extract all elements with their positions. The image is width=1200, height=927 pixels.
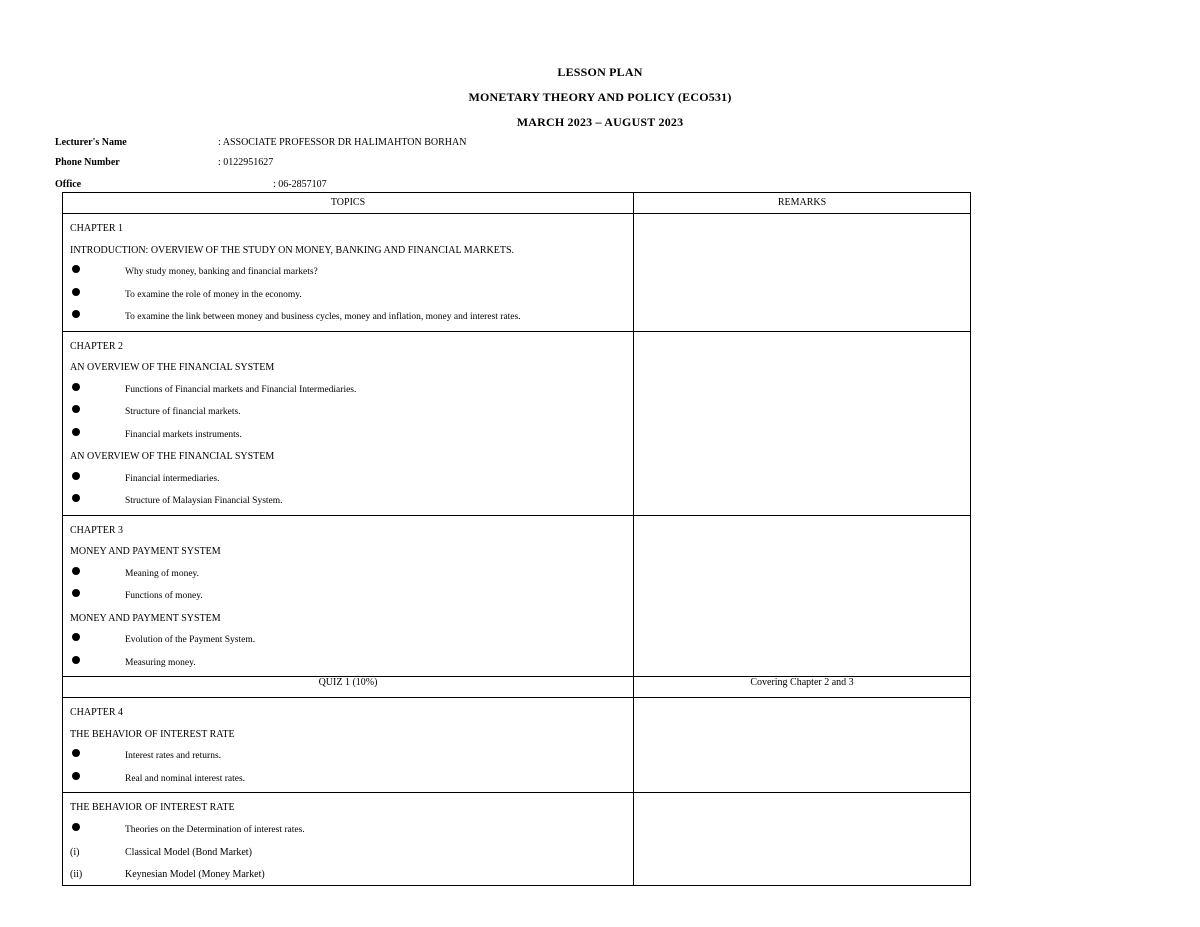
bullet-icon: [72, 823, 80, 831]
chapter-1-cell: [63, 214, 634, 332]
lesson-plan-table: [62, 192, 971, 886]
list-item: Functions of money.: [70, 585, 633, 608]
list-item: Structure of financial markets.: [70, 401, 633, 424]
document-title: LESSON PLAN: [557, 65, 643, 79]
list-item: To examine the link between money and business cycles, money and inflation, money and interest rates.: [70, 306, 633, 329]
bullet-icon: [72, 288, 80, 296]
remark-cell: [634, 793, 971, 886]
chapter-title: AN OVERVIEW OF THE FINANCIAL SYSTEM: [70, 451, 275, 462]
bullet-icon: [72, 633, 80, 641]
bullet-icon: [72, 428, 80, 436]
bullet-icon: [72, 472, 80, 480]
phone-value: : 0122951627: [218, 157, 274, 168]
table-row: [63, 698, 971, 793]
bullet-icon: [72, 494, 80, 502]
chapter-title: THE BEHAVIOR OF INTEREST RATE: [70, 728, 235, 740]
course-title: MONETARY THEORY AND POLICY (ECO531): [468, 90, 732, 104]
list-item: (ii) Keynesian Model (Money Market): [70, 868, 265, 880]
chapter-heading: CHAPTER 1: [70, 223, 124, 234]
chapter-heading: CHAPTER 2: [70, 340, 124, 352]
table-row: [63, 331, 971, 515]
list-item: Measuring money.: [70, 652, 633, 675]
list-item: (i) Classical Model (Bond Market): [70, 846, 252, 858]
table-header-row: [63, 193, 971, 214]
table-row: [63, 793, 971, 886]
remarks-header: REMARKS: [634, 193, 971, 214]
list-item: Financial intermediaries.: [70, 468, 633, 491]
list-item: Financial markets instruments.: [70, 424, 633, 447]
list-item: Functions of Financial markets and Financial Intermediaries.: [70, 379, 633, 402]
bullet-icon: [72, 310, 80, 318]
list-item: To examine the role of money in the economy.: [70, 284, 633, 307]
list-item: Evolution of the Payment System.: [70, 629, 633, 652]
chapter-title: THE BEHAVIOR OF INTEREST RATE: [70, 802, 235, 813]
lecturer-label: Lecturer's Name: [55, 137, 127, 148]
chapter-heading: CHAPTER 4: [70, 707, 124, 718]
lecturer-value: : ASSOCIATE PROFESSOR DR HALIMAHTON BORHAN: [218, 137, 467, 148]
phone-label: Phone Number: [55, 157, 120, 168]
remark-cell: [634, 214, 971, 332]
chapter-heading: CHAPTER 3: [70, 524, 124, 536]
bullet-icon: [72, 567, 80, 575]
office-value: : 06-2857107: [273, 179, 327, 190]
list-item: Structure of Malaysian Financial System.: [70, 490, 633, 513]
list-item: Meaning of money.: [70, 563, 633, 586]
chapter-3-cell: [63, 515, 634, 677]
chapter-title: MONEY AND PAYMENT SYSTEM: [70, 612, 221, 624]
list-item: Theories on the Determination of interest rates.: [70, 819, 633, 842]
chapter-title: AN OVERVIEW OF THE FINANCIAL SYSTEM: [70, 362, 275, 373]
quiz-topic: QUIZ 1 (10%): [63, 677, 634, 698]
semester-title: MARCH 2023 – AUGUST 2023: [516, 115, 684, 129]
list-item: Interest rates and returns.: [70, 745, 633, 768]
bullet-icon: [72, 383, 80, 391]
chapter-title: MONEY AND PAYMENT SYSTEM: [70, 546, 221, 557]
bullet-icon: [72, 589, 80, 597]
chapter-title: INTRODUCTION: OVERVIEW OF THE STUDY ON MONEY, BANKING AND FINANCIAL MARKETS.: [70, 244, 515, 256]
chapter-4-cell: [63, 698, 634, 793]
list-item: Why study money, banking and financial markets?: [70, 261, 633, 284]
remark-cell: [634, 331, 971, 515]
chapter-2-cell: [63, 331, 634, 515]
table-row: [63, 214, 971, 332]
remark-cell: [634, 515, 971, 677]
bullet-icon: [72, 749, 80, 757]
quiz-remark: Covering Chapter 2 and 3: [634, 677, 971, 698]
remark-cell: [634, 698, 971, 793]
quiz-row: [63, 677, 971, 698]
topics-header: TOPICS: [63, 193, 634, 214]
bullet-icon: [72, 265, 80, 273]
bullet-icon: [72, 405, 80, 413]
office-label: Office: [55, 179, 82, 190]
bullet-icon: [72, 656, 80, 664]
list-item: Real and nominal interest rates.: [70, 768, 633, 791]
bullet-icon: [72, 772, 80, 780]
table-row: [63, 515, 971, 677]
chapter-4b-cell: [63, 793, 634, 886]
